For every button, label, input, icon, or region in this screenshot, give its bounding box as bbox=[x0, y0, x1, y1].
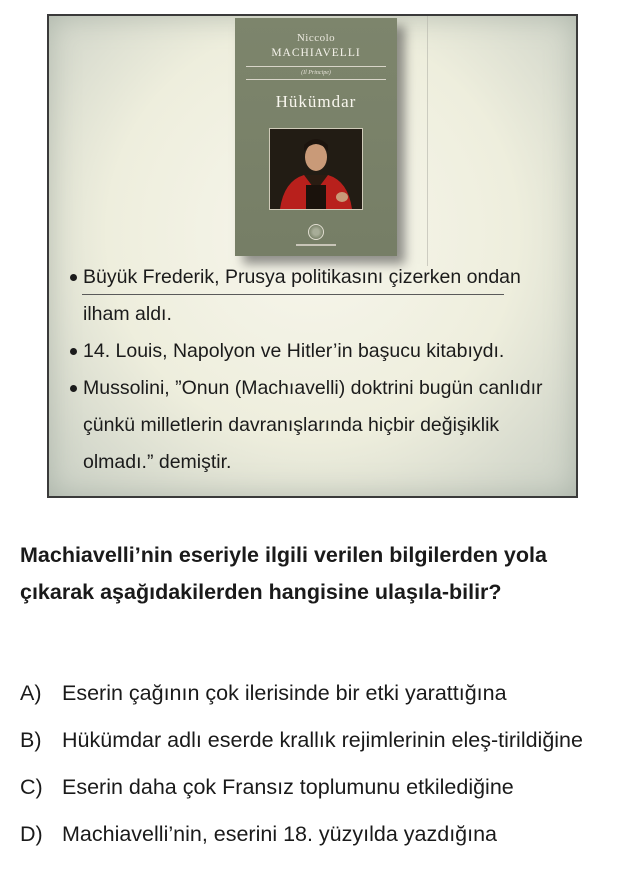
bullet-item-2 bbox=[69, 333, 569, 370]
book-rule-lower bbox=[246, 79, 386, 80]
publisher-mark bbox=[296, 244, 336, 246]
option-letter-b: B) bbox=[20, 728, 42, 752]
book-rule bbox=[246, 66, 386, 67]
option-d[interactable] bbox=[20, 816, 612, 852]
text-underline bbox=[82, 294, 504, 295]
option-a[interactable] bbox=[20, 675, 612, 711]
bullet-dot-icon bbox=[70, 348, 77, 355]
book-title: Hükümdar bbox=[275, 92, 357, 111]
option-text-b: Hükümdar adlı eserde krallık rejimlerinin eleş-tirildiğine bbox=[62, 728, 583, 752]
bullet-text-1: Büyük Frederik, Prusya politikasını çizerken ondan ilham aldı. bbox=[83, 266, 521, 325]
option-letter-c: C) bbox=[20, 775, 43, 799]
bullet-item-3 bbox=[69, 370, 569, 481]
bullet-list bbox=[69, 259, 569, 481]
info-figure bbox=[47, 14, 578, 498]
option-letter-d: D) bbox=[20, 822, 43, 846]
book-author-first: Niccolo bbox=[296, 32, 336, 44]
book-subtitle: (Il Principe) bbox=[301, 70, 331, 76]
option-text-a: Eserin çağının çok ilerisinde bir etki yarattığına bbox=[62, 681, 507, 705]
option-c[interactable] bbox=[20, 769, 612, 805]
publisher-seal-icon bbox=[308, 224, 324, 240]
bullet-dot-icon bbox=[70, 385, 77, 392]
option-letter-a: A) bbox=[20, 681, 42, 705]
book-cover-image bbox=[235, 18, 397, 256]
book-author-last: MACHIAVELLI bbox=[271, 47, 361, 59]
bullet-item-1 bbox=[69, 259, 569, 333]
bullet-text-2: 14. Louis, Napolyon ve Hitler’in başucu kitabıydı. bbox=[83, 340, 505, 362]
portrait-image bbox=[269, 128, 363, 210]
option-text-d: Machiavelli’nin, eserini 18. yüzyılda yazdığına bbox=[62, 822, 498, 846]
bullet-dot-icon bbox=[70, 274, 77, 281]
option-b[interactable] bbox=[20, 722, 612, 758]
bullet-text-3: Mussolini, ”Onun (Machıavelli) doktrini bugün canlıdır çünkü milletlerin davranışlarında hiçbir değişiklik olmadı.” demiştir. bbox=[83, 377, 543, 473]
option-text-c: Eserin daha çok Fransız toplumunu etkilediğine bbox=[62, 775, 514, 799]
question-text: Machiavelli’nin eseriyle ilgili verilen bilgilerden yola çıkarak aşağıdakilerden hangisine ulaşıla-bilir? bbox=[20, 543, 547, 604]
answer-options bbox=[20, 675, 612, 852]
